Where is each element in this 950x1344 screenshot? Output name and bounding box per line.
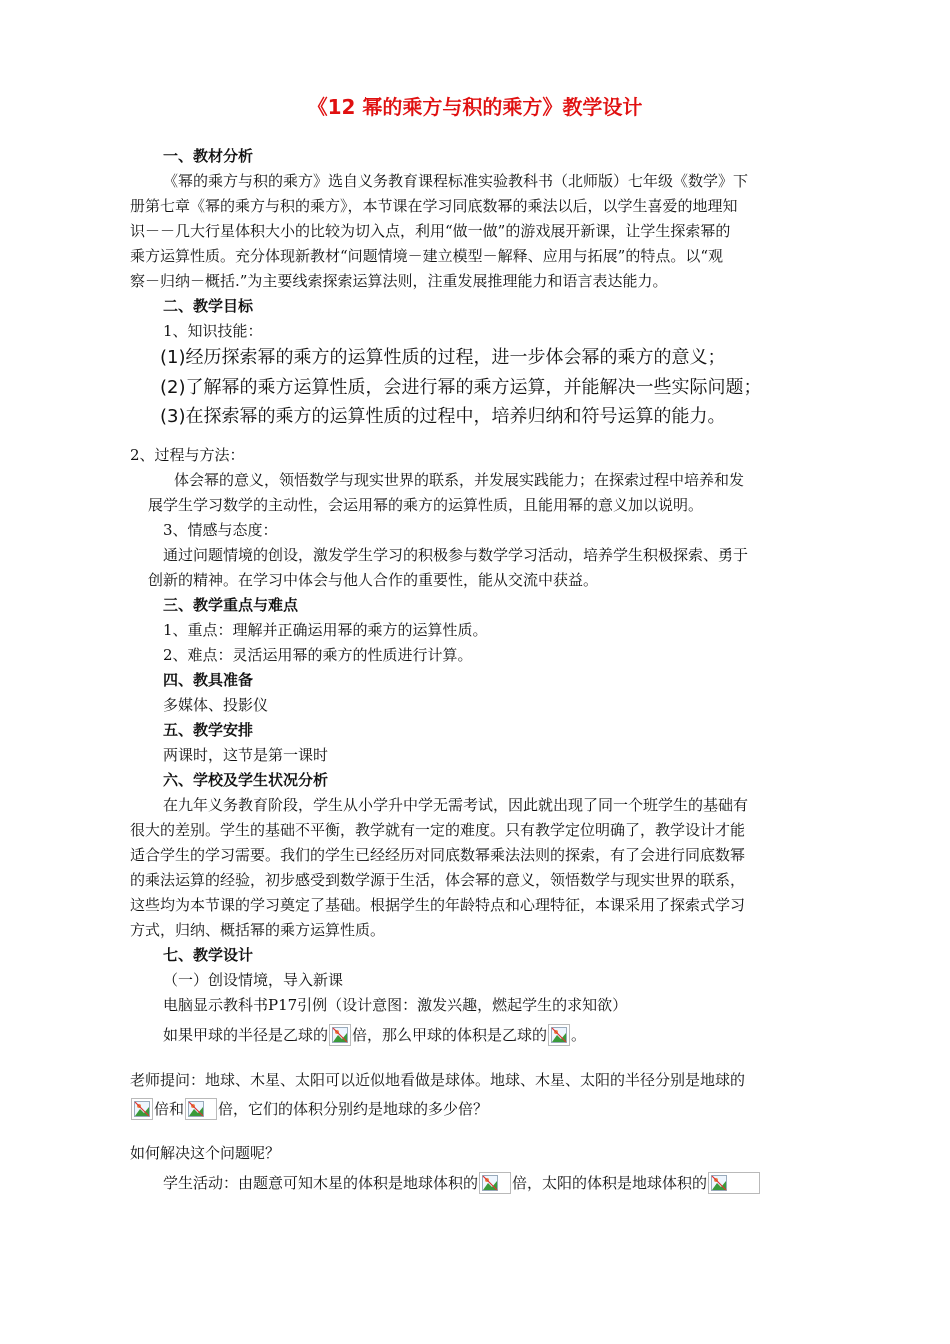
section-heading-5: 五、教学安排	[163, 721, 254, 739]
paragraph-line: 《幂的乘方与积的乘方》选自义务教育课程标准实验教科书（北师版）七年级《数学》下	[163, 172, 749, 190]
section-heading-7: 七、教学设计	[163, 946, 254, 964]
text-run: 。	[571, 1026, 587, 1044]
paragraph-line: 这些均为本节课的学习奠定了基础。根据学生的年龄特点和心理特征，本课采用了探索式学习	[130, 896, 746, 914]
subheading-situation: （一）创设情境，导入新课	[163, 971, 344, 989]
paragraph-line: 很大的差别。学生的基础不平衡，教学就有一定的难度。只有教学定位明确了，教学设计才能	[130, 821, 746, 839]
paragraph-line: 多媒体、投影仪	[163, 696, 269, 714]
paragraph-line: 展学生学习数学的主动性，会运用幂的乘方的运算性质，且能用幂的意义加以说明。	[148, 496, 704, 514]
paragraph-line: 识－－几大行星体积大小的比较为切入点，利用“做一做”的游戏展开新课，让学生探索幂的	[130, 222, 731, 240]
goal-item: (2)了解幂的乘方运算性质，会进行幂的乘方运算，并能解决一些实际问题；	[160, 377, 762, 398]
text-run: 如果甲球的半径是乙球的	[163, 1026, 329, 1044]
text-run: 倍，太阳的体积是地球体积的	[512, 1174, 708, 1192]
paragraph-line	[163, 1172, 761, 1194]
subheading-attitude: 3、情感与态度：	[163, 521, 278, 539]
subheading-knowledge: 1、知识技能：	[163, 322, 263, 340]
paragraph-line: 创新的精神。在学习中体会与他人合作的重要性，能从交流中获益。	[148, 571, 599, 589]
paragraph-line: 1、重点：理解并正确运用幂的乘方的运算性质。	[163, 621, 488, 639]
paragraph-line	[163, 1024, 586, 1046]
section-heading-4: 四、教具准备	[163, 671, 254, 689]
paragraph-line: 体会幂的意义，领悟数学与现实世界的联系，并发展实践能力；在探索过程中培养和发	[174, 471, 745, 489]
subheading-process: 2、过程与方法：	[130, 446, 245, 464]
section-heading-3: 三、教学重点与难点	[163, 596, 299, 614]
paragraph-line: 方式，归纳、概括幂的乘方运算性质。	[130, 921, 386, 939]
broken-image-icon	[548, 1024, 570, 1046]
paragraph-line: 察－归纳－概括.”为主要线索探索运算法则，注重发展推理能力和语言表达能力。	[130, 272, 668, 290]
document-title: 《12 幂的乘方与积的乘方》教学设计	[307, 95, 643, 119]
text-run: 学生活动：由题意可知木星的体积是地球体积的	[163, 1174, 479, 1192]
paragraph-line: 通过问题情境的创设，激发学生学习的积极参与数学学习活动，培养学生积极探索、勇于	[163, 546, 749, 564]
broken-image-icon	[479, 1172, 511, 1194]
section-heading-2: 二、教学目标	[163, 297, 254, 315]
paragraph-line: 在九年义务教育阶段，学生从小学升中学无需考试，因此就出现了同一个班学生的基础有	[163, 796, 749, 814]
broken-image-icon	[708, 1172, 760, 1194]
text-run: 倍和	[154, 1100, 185, 1118]
paragraph-line: 乘方运算性质。充分体现新教材“问题情境－建立模型－解释、应用与拓展”的特点。以“观	[130, 247, 724, 265]
paragraph-line: 册第七章《幂的乘方与积的乘方》，本节课在学习同底数幂的乘法以后，以学生喜爱的地理知	[130, 197, 738, 215]
goal-item: (1)经历探索幂的乘方的运算性质的过程，进一步体会幂的乘方的意义；	[160, 347, 726, 368]
text-run: 倍，那么甲球的体积是乙球的	[352, 1026, 548, 1044]
text-run: 倍，它们的体积分别约是地球的多少倍？	[218, 1100, 489, 1118]
paragraph-line: 适合学生的学习需要。我们的学生已经经历对同底数幂乘法法则的探索，有了会进行同底数幂	[130, 846, 746, 864]
goal-item: (3)在探索幂的乘方的运算性质的过程中，培养归纳和符号运算的能力。	[160, 406, 726, 427]
broken-image-icon	[185, 1098, 217, 1120]
broken-image-icon	[329, 1024, 351, 1046]
broken-image-icon	[131, 1098, 153, 1120]
paragraph-line	[130, 1098, 488, 1120]
paragraph-line: 电脑显示教科书P17引例（设计意图：激发兴趣，燃起学生的求知欲）	[163, 996, 628, 1014]
section-heading-1: 一、教材分析	[163, 147, 254, 165]
paragraph-line: 两课时，这节是第一课时	[163, 746, 329, 764]
paragraph-line: 如何解决这个问题呢？	[130, 1144, 281, 1162]
section-heading-6: 六、学校及学生状况分析	[163, 771, 329, 789]
paragraph-line: 的乘法运算的经验，初步感受到数学源于生活，体会幂的意义，领悟数学与现实世界的联系，	[130, 871, 746, 889]
paragraph-line: 老师提问：地球、木星、太阳可以近似地看做是球体。地球、木星、太阳的半径分别是地球的	[130, 1071, 746, 1089]
paragraph-line: 2、难点：灵活运用幂的乘方的性质进行计算。	[163, 646, 473, 664]
